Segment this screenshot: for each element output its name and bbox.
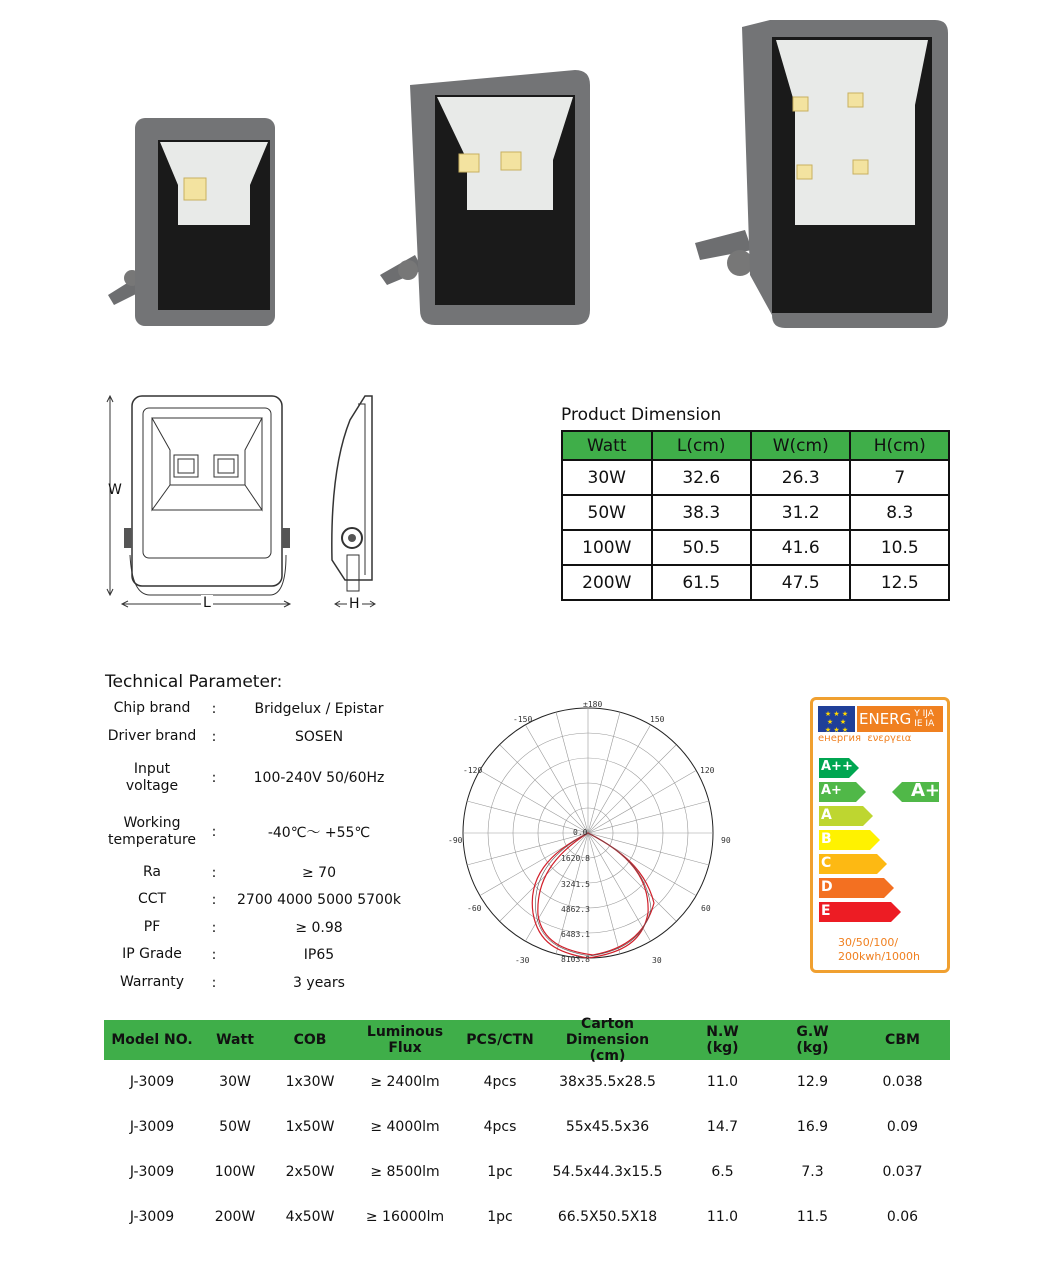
param-label: Working temperature [108, 815, 196, 848]
table-row [562, 495, 949, 530]
table-cell: 31.2 [751, 495, 851, 530]
param-value: Bridgelux / Epistar [254, 700, 384, 717]
polar-angle-label: ±180 [583, 700, 603, 709]
table-cell: ≥ 4000lm [370, 1119, 440, 1135]
param-value: -40℃～ +55℃ [267, 825, 371, 841]
spec-header: Model NO. [111, 1032, 193, 1048]
dimension-table [561, 430, 950, 601]
table-cell: 0.038 [882, 1074, 923, 1090]
table-cell: 1x50W [285, 1119, 335, 1135]
energy-class: D [821, 879, 833, 895]
table-cell: 50W [562, 495, 652, 530]
table-cell: ≥ 8500lm [370, 1164, 440, 1180]
dimension-header-row [562, 431, 949, 460]
energy-class: C [821, 855, 832, 871]
dimension-header: W(cm) [751, 431, 851, 460]
param-colon: : [211, 770, 217, 786]
table-cell: J-3009 [129, 1209, 175, 1225]
polar-radial-label: 4862.3 [561, 905, 590, 914]
table-cell: ≥ 16000lm [365, 1209, 445, 1225]
table-cell: 32.6 [652, 460, 751, 495]
table-cell: 30W [562, 460, 652, 495]
table-cell: 2x50W [285, 1164, 335, 1180]
param-row [100, 700, 440, 717]
energy-brand-suffix: IE IA [914, 719, 935, 729]
energy-class: A+ [821, 783, 842, 798]
polar-angle-label: -150 [513, 715, 533, 724]
table-cell: 0.06 [886, 1209, 919, 1225]
param-colon: : [211, 974, 217, 991]
energy-class: E [821, 903, 831, 919]
table-cell: 26.3 [751, 460, 851, 495]
table-cell: 1pc [487, 1209, 513, 1225]
param-label: CCT [137, 891, 167, 907]
energy-class: A++ [821, 759, 853, 774]
spec-header-row [104, 1016, 950, 1064]
table-row [104, 1067, 950, 1097]
polar-angle-label: -60 [467, 904, 482, 913]
table-row [562, 460, 949, 495]
param-colon: : [211, 891, 217, 908]
table-cell: 38.3 [652, 495, 751, 530]
polar-angle-label: -90 [448, 836, 463, 845]
table-cell: 7 [850, 460, 949, 495]
table-cell: 1pc [487, 1164, 513, 1180]
param-label: Input voltage [125, 761, 179, 794]
param-row [100, 891, 440, 908]
polar-angle-label: 60 [701, 904, 711, 913]
param-colon: : [211, 728, 217, 745]
spec-header: Luminous Flux [366, 1024, 444, 1056]
table-cell: 66.5X50.5X18 [557, 1209, 658, 1225]
table-cell: 47.5 [751, 565, 851, 600]
param-colon: : [211, 919, 217, 936]
table-cell: 61.5 [652, 565, 751, 600]
table-cell: 14.7 [706, 1119, 739, 1135]
energy-brand-box [857, 706, 943, 732]
polar-angle-label: 120 [700, 766, 715, 775]
product-photo-medium [375, 70, 605, 330]
param-row [100, 761, 440, 795]
spec-header: Carton Dimension (cm) [565, 1016, 650, 1064]
spec-header: G.W (kg) [796, 1024, 829, 1056]
product-photo-small [100, 110, 280, 330]
table-cell: 4x50W [285, 1209, 335, 1225]
energy-footer: 30/50/100/ [838, 936, 899, 949]
param-value: 100-240V 50/60Hz [253, 770, 385, 786]
table-cell: 100W [214, 1164, 256, 1180]
table-cell: 11.0 [706, 1074, 739, 1090]
table-cell: 50.5 [652, 530, 751, 565]
param-label: IP Grade [122, 946, 182, 962]
param-colon: : [211, 700, 217, 717]
table-row [562, 565, 949, 600]
energy-brand-suffix: Y IJA [914, 709, 934, 719]
spec-header: COB [293, 1032, 327, 1048]
energy-footer: 200kwh/1000h [838, 950, 921, 963]
polar-angle-label: 90 [721, 836, 731, 845]
table-cell: 41.6 [751, 530, 851, 565]
table-cell: ≥ 2400lm [370, 1074, 440, 1090]
table-row [104, 1157, 950, 1187]
table-cell: 4pcs [483, 1074, 517, 1090]
param-row [100, 974, 440, 991]
spec-header: N.W (kg) [706, 1024, 739, 1056]
dimension-header: H(cm) [850, 431, 949, 460]
table-cell: J-3009 [129, 1074, 175, 1090]
polar-radial-label: 3241.5 [561, 880, 590, 889]
energy-brand: ENERG [859, 710, 912, 728]
table-cell: 1x30W [285, 1074, 335, 1090]
table-cell: 11.0 [706, 1209, 739, 1225]
param-value: ≥ 0.98 [295, 919, 343, 936]
table-cell: 0.037 [882, 1164, 923, 1180]
polar-radial-label: 1620.8 [561, 854, 590, 863]
param-value: 2700 4000 5000 5700k [237, 891, 401, 908]
table-row [562, 530, 949, 565]
technical-parameter-title: Technical Parameter: [105, 672, 283, 692]
polar-radial-label: 0.0 [573, 828, 588, 837]
polar-angle-label: -30 [515, 956, 530, 965]
table-cell: 16.9 [796, 1119, 829, 1135]
param-row [100, 728, 440, 745]
energy-class: B [821, 831, 832, 847]
param-colon: : [211, 946, 217, 963]
dimension-header: L(cm) [652, 431, 751, 460]
table-cell: 12.9 [796, 1074, 829, 1090]
product-photo-large [690, 15, 960, 335]
energy-class: A [821, 807, 832, 823]
table-cell: 30W [219, 1074, 251, 1090]
param-row [100, 864, 440, 881]
table-cell: 12.5 [850, 565, 949, 600]
polar-angle-label: 30 [652, 956, 662, 965]
table-cell: 38x35.5x28.5 [559, 1074, 656, 1090]
table-cell: 200W [562, 565, 652, 600]
height-label: H [349, 596, 360, 612]
energy-rating: A+ [911, 780, 941, 801]
length-label: L [203, 595, 211, 611]
param-label: Driver brand [107, 728, 197, 744]
dimension-header: Watt [562, 431, 652, 460]
param-colon: : [211, 864, 217, 881]
table-cell: 50W [219, 1119, 251, 1135]
spec-header: Watt [216, 1032, 254, 1048]
table-cell: 54.5x44.3x15.5 [552, 1164, 663, 1180]
eu-flag-icon: ★ ★ ★ ★ ★ ★ ★ ★ [818, 706, 855, 732]
table-row [104, 1112, 950, 1142]
polar-radial-label: 8103.8 [561, 955, 590, 964]
table-row [104, 1202, 950, 1232]
param-row [100, 815, 440, 849]
param-label: PF [143, 919, 161, 935]
param-label: Warranty [119, 974, 185, 990]
param-value: 3 years [293, 974, 345, 991]
spec-header: CBM [885, 1032, 920, 1048]
table-cell: 6.5 [711, 1164, 734, 1180]
param-label: Chip brand [113, 700, 191, 716]
table-cell: J-3009 [129, 1119, 175, 1135]
spec-header: PCS/CTN [466, 1032, 534, 1048]
param-value: ≥ 70 [302, 864, 336, 881]
param-colon: : [211, 824, 217, 840]
param-row [100, 946, 440, 963]
table-cell: 11.5 [796, 1209, 829, 1225]
table-cell: 10.5 [850, 530, 949, 565]
table-cell: 55x45.5x36 [565, 1119, 650, 1135]
table-cell: 0.09 [886, 1119, 919, 1135]
param-label: Ra [143, 864, 161, 880]
polar-angle-label: 150 [650, 715, 665, 724]
table-cell: 200W [214, 1209, 256, 1225]
width-label: W [108, 482, 122, 498]
polar-radial-label: 6483.1 [561, 930, 590, 939]
param-row [100, 919, 440, 936]
table-cell: J-3009 [129, 1164, 175, 1180]
polar-angle-label: -120 [463, 766, 483, 775]
table-cell: 7.3 [801, 1164, 824, 1180]
energy-label [810, 697, 950, 973]
polar-distribution-diagram [445, 698, 735, 977]
table-cell: 8.3 [850, 495, 949, 530]
param-value: SOSEN [294, 728, 344, 745]
table-cell: 100W [562, 530, 652, 565]
energy-subtitle: енергия ενεργεια [818, 733, 912, 744]
table-cell: 4pcs [483, 1119, 517, 1135]
param-value: IP65 [303, 946, 335, 963]
dimension-drawing [100, 390, 390, 624]
dimension-title: Product Dimension [561, 405, 722, 425]
